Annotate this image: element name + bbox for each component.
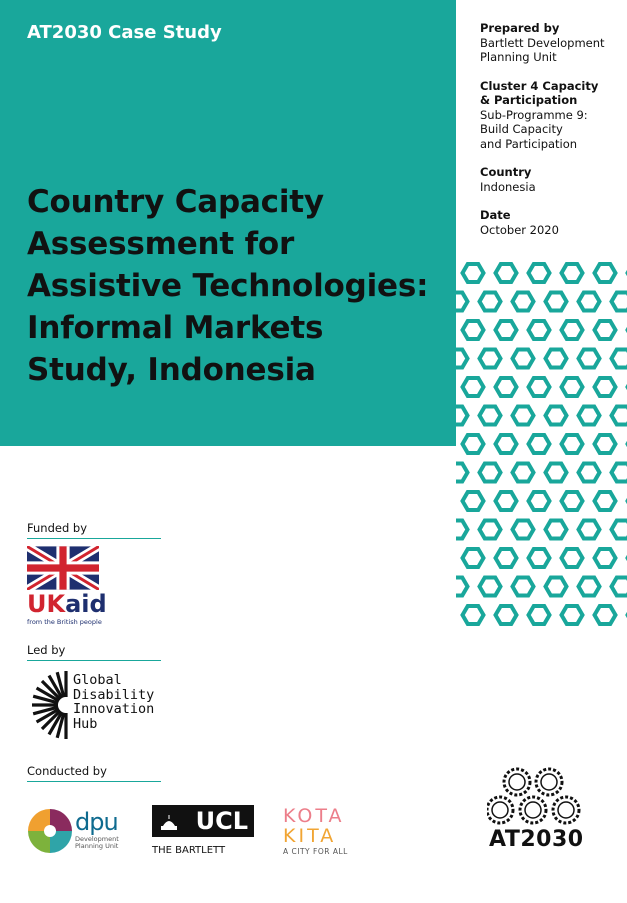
hexagon-shape — [456, 293, 468, 311]
ucl-bartlett-label: THE BARTLETT — [152, 845, 226, 856]
hexagon-shape — [562, 492, 583, 510]
country-block — [480, 165, 620, 194]
hexagon-shape — [513, 350, 534, 368]
hexagon-shape — [529, 606, 550, 624]
hexagon-shape — [595, 435, 616, 453]
hexagon-shape — [463, 435, 484, 453]
gear-inner-ring — [492, 802, 508, 818]
date-value: October 2020 — [480, 222, 559, 237]
hexagon-shape — [496, 264, 517, 282]
hexagon-shape — [463, 606, 484, 624]
hexagon-shape — [513, 521, 534, 539]
country-label: Country — [480, 165, 532, 179]
hexagon-shape — [496, 321, 517, 339]
hexagon-shape — [496, 435, 517, 453]
gdi-line: Innovation — [73, 701, 155, 717]
hexagon-shape — [463, 264, 484, 282]
ukaid-logo — [27, 592, 107, 616]
gear-inner-ring — [558, 802, 574, 818]
hexagon-shape — [463, 378, 484, 396]
hexagon-shape — [513, 293, 534, 311]
hexagon-shape — [579, 407, 600, 425]
gdi-line: Global — [73, 672, 122, 688]
prepared-by-value: Planning Unit — [480, 50, 557, 64]
funded-by-label: Funded by — [27, 521, 87, 535]
hexagon-shape — [562, 435, 583, 453]
hexagon-shape — [546, 350, 567, 368]
divider — [27, 538, 161, 539]
hexagon-shape — [513, 578, 534, 596]
hexagon-shape — [579, 293, 600, 311]
hexagon-shape — [579, 350, 600, 368]
hexagon-shape — [579, 578, 600, 596]
hexagon-shape — [463, 321, 484, 339]
hexagon-shape — [595, 606, 616, 624]
gdi-sunburst-icon — [26, 670, 70, 740]
hexagon-shape — [496, 378, 517, 396]
title-line: Country Capacity — [27, 184, 324, 220]
metadata-column — [480, 21, 620, 251]
hexagon-shape — [456, 578, 468, 596]
main-title — [27, 181, 447, 391]
hexagon-shape — [529, 321, 550, 339]
hexagon-shape — [562, 549, 583, 567]
hexagon-shape — [529, 378, 550, 396]
dpu-sub-line: Development — [75, 835, 119, 843]
gdi-logo-text — [73, 673, 154, 731]
title-line: Study, Indonesia — [27, 352, 316, 388]
hexagon-shape — [456, 464, 468, 482]
gear-inner-ring — [509, 774, 525, 790]
gdi-line: Disability — [73, 686, 155, 703]
hexagon-shape — [496, 492, 517, 510]
hexagon-shape — [579, 464, 600, 482]
cluster-value: Sub-Programme 9: — [480, 107, 588, 122]
hexagon-shape — [480, 578, 501, 596]
hexagon-shape — [480, 293, 501, 311]
hexagon-shape — [529, 549, 550, 567]
hexagon-pattern — [456, 258, 627, 630]
date-block — [480, 208, 620, 237]
hexagon-shape — [546, 578, 567, 596]
hexagon-shape — [595, 264, 616, 282]
prepared-by-value: Bartlett Development — [480, 35, 605, 50]
led-by-label: Led by — [27, 643, 66, 657]
series-label: AT2030 Case Study — [27, 22, 222, 43]
gear-inner-ring — [541, 774, 557, 790]
cluster-block — [480, 79, 620, 152]
hexagon-shape — [612, 350, 627, 368]
dpu-subtitle — [75, 836, 119, 850]
hexagon-shape — [529, 264, 550, 282]
hexagon-shape — [546, 293, 567, 311]
hexagon-shape — [595, 492, 616, 510]
gear-icon — [520, 797, 546, 823]
divider — [27, 660, 161, 661]
gear-icon — [553, 797, 579, 823]
title-line: Assessment for — [27, 226, 295, 262]
prepared-by-block — [480, 21, 620, 65]
hexagon-shape — [463, 492, 484, 510]
union-jack-icon — [27, 546, 99, 590]
kotakita-line2: KITA — [283, 825, 337, 847]
hexagon-shape — [612, 521, 627, 539]
hexagon-shape — [456, 350, 468, 368]
gdi-line: Hub — [73, 715, 98, 732]
hexagon-shape — [480, 521, 501, 539]
hexagon-shape — [513, 464, 534, 482]
hexagon-shape — [463, 549, 484, 567]
at2030-logo-text: AT2030 — [489, 827, 584, 852]
hexagon-shape — [612, 293, 627, 311]
ukaid-subtitle: from the British people — [27, 618, 102, 626]
hexagon-shape — [529, 435, 550, 453]
hexagon-shape — [546, 521, 567, 539]
cluster-label: Cluster 4 Capacity — [480, 78, 599, 93]
hexagon-shape — [562, 321, 583, 339]
cluster-value: and Participation — [480, 136, 578, 151]
hexagon-shape — [480, 350, 501, 368]
ukaid-uk: UK — [27, 590, 66, 618]
gear-icon — [504, 769, 530, 795]
dpu-sub-line: Planning Unit — [75, 842, 119, 850]
hexagon-shape — [595, 321, 616, 339]
hexagon-shape — [480, 464, 501, 482]
hexagon-shape — [496, 606, 517, 624]
country-value: Indonesia — [480, 179, 536, 194]
kotakita-logo — [283, 806, 345, 846]
hexagon-shape — [546, 464, 567, 482]
kotakita-subtitle: A CITY FOR ALL — [283, 847, 348, 856]
hexagon-shape — [529, 492, 550, 510]
title-line: Informal Markets — [27, 310, 324, 346]
title-line: Assistive Technologies: — [27, 268, 429, 304]
hexagon-shape — [496, 549, 517, 567]
cluster-value: Build Capacity — [480, 122, 563, 136]
dpu-quadrant-icon — [27, 808, 73, 854]
hexagon-shape — [562, 378, 583, 396]
hexagon-shape — [562, 264, 583, 282]
hexagon-shape — [612, 578, 627, 596]
at2030-gears-icon — [487, 766, 587, 828]
hexagon-shape — [595, 378, 616, 396]
gear-inner-ring — [525, 802, 541, 818]
gear-icon — [536, 769, 562, 795]
cluster-label: & Participation — [480, 93, 578, 107]
hexagon-shape — [546, 407, 567, 425]
ukaid-aid: aid — [65, 590, 107, 618]
hexagon-shape — [513, 407, 534, 425]
date-label: Date — [480, 208, 511, 222]
hexagon-shape — [612, 407, 627, 425]
hexagon-shape — [562, 606, 583, 624]
divider — [27, 781, 161, 782]
gear-icon — [487, 797, 513, 823]
hexagon-shape — [595, 549, 616, 567]
hexagon-shape — [456, 407, 468, 425]
hexagon-shape — [480, 407, 501, 425]
kotakita-line1: KOTA — [283, 805, 345, 827]
ucl-dome-icon — [158, 813, 180, 831]
ucl-logo: UCL — [152, 805, 254, 837]
prepared-by-label: Prepared by — [480, 21, 560, 35]
hexagon-shape — [579, 521, 600, 539]
dpu-name: dpu — [75, 808, 118, 836]
hexagon-shape — [456, 521, 468, 539]
hexagon-shape — [612, 464, 627, 482]
conducted-by-label: Conducted by — [27, 764, 107, 778]
